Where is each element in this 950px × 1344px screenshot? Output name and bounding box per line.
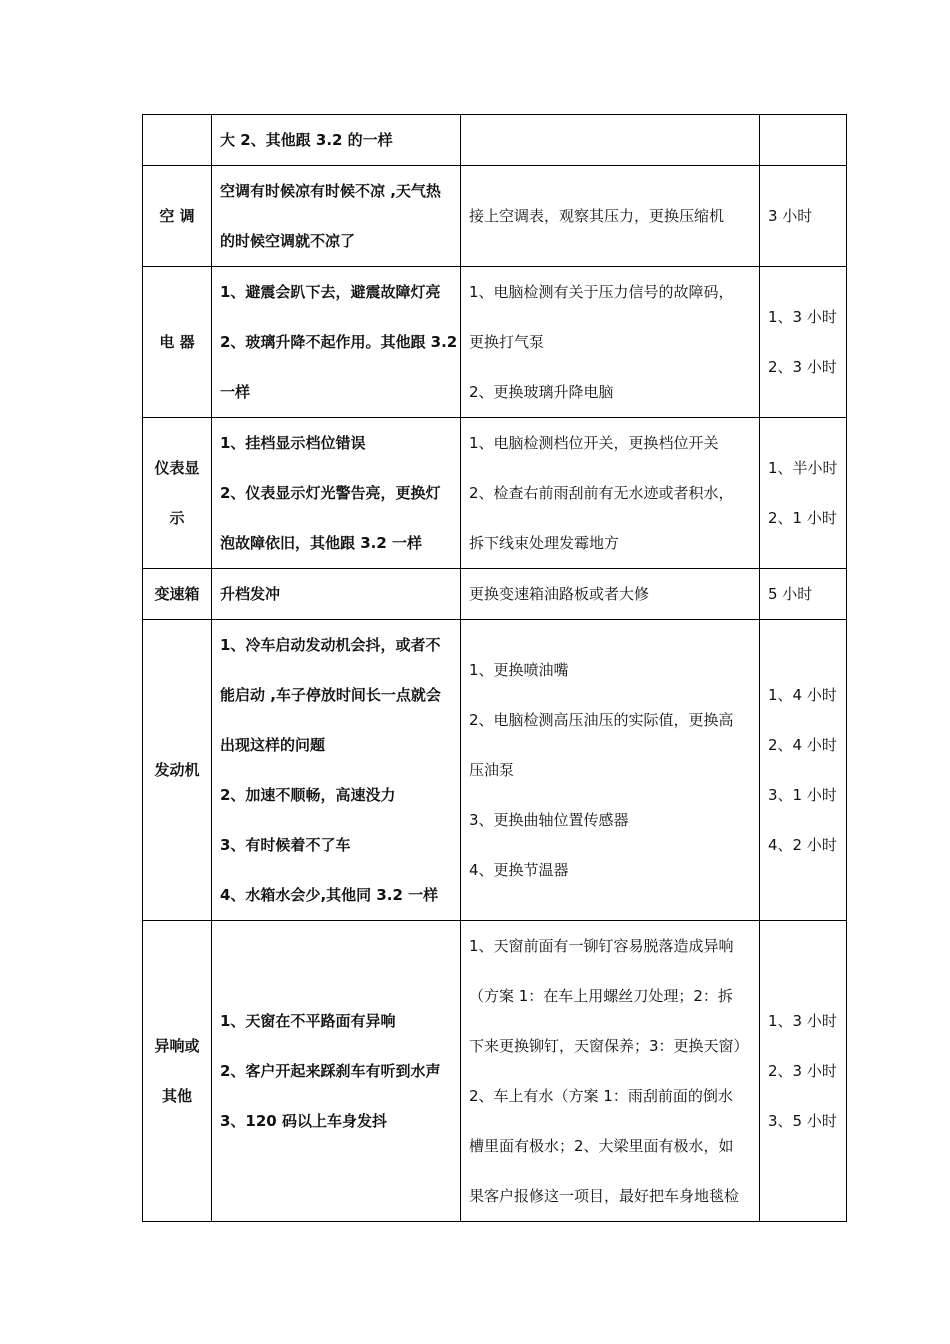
fix-line: 2、电脑检测高压油压的实际值，更换高 [469, 711, 734, 729]
fix-line: 1、更换喷油嘴 [469, 661, 569, 679]
time-line: 3 小时 [768, 207, 813, 225]
time-line: 3、5 小时 [768, 1112, 837, 1130]
table-row [143, 921, 847, 1222]
fix-line: 压油泵 [469, 761, 515, 779]
time-line: 2、1 小时 [768, 509, 837, 527]
symptom-cell [212, 166, 461, 267]
fix-line: 槽里面有极水；2、大梁里面有极水，如 [469, 1137, 734, 1155]
fix-line: 2、更换玻璃升降电脑 [469, 383, 614, 401]
fix-line: 1、电脑检测有关于压力信号的故障码， [469, 283, 734, 301]
category-line: 变速箱 [154, 585, 200, 603]
fix-cell [461, 267, 760, 418]
time-cell [760, 620, 847, 921]
category-line: 发动机 [154, 761, 200, 779]
fix-cell [461, 569, 760, 620]
fix-line: 更换打气泵 [469, 333, 545, 351]
fix-line: 接上空调表，观察其压力，更换压缩机 [469, 207, 725, 225]
symptom-cell [212, 418, 461, 569]
category-line: 仪表显 [154, 459, 200, 477]
symptom-line: 1、天窗在不平路面有异响 [220, 1012, 396, 1030]
symptom-line: 空调有时候凉有时候不凉 ,天气热 [220, 182, 441, 200]
category-cell [143, 620, 212, 921]
fix-line: 1、天窗前面有一铆钉容易脱落造成异响 [469, 937, 734, 955]
symptom-line: 泡故障依旧，其他跟 3.2 一样 [220, 534, 423, 552]
fix-line: 更换变速箱油路板或者大修 [469, 585, 650, 603]
symptom-line: 的时候空调就不凉了 [220, 232, 356, 250]
time-line: 2、4 小时 [768, 736, 837, 754]
table-row [143, 620, 847, 921]
time-cell [760, 569, 847, 620]
fix-cell [461, 115, 760, 166]
symptom-line: 能启动 ,车子停放时间长一点就会 [220, 686, 441, 704]
category-cell [143, 115, 212, 166]
time-cell [760, 418, 847, 569]
fix-line: 3、更换曲轴位置传感器 [469, 811, 629, 829]
category-line: 异响或 [154, 1037, 200, 1055]
symptom-line: 大 2、其他跟 3.2 的一样 [220, 131, 393, 149]
symptom-cell [212, 267, 461, 418]
time-line: 1、3 小时 [768, 308, 837, 326]
category-cell [143, 569, 212, 620]
fix-line: 下来更换铆钉，天窗保养；3：更换天窗） [469, 1037, 749, 1055]
category-line: 空 调 [159, 207, 195, 225]
time-cell [760, 166, 847, 267]
time-line: 1、4 小时 [768, 686, 837, 704]
time-line: 1、3 小时 [768, 1012, 837, 1030]
symptom-cell [212, 921, 461, 1222]
symptom-line: 升档发冲 [220, 585, 281, 603]
symptom-line: 1、避震会趴下去，避震故障灯亮 [220, 283, 441, 301]
category-line: 示 [169, 509, 185, 527]
category-line: 电 器 [159, 333, 195, 351]
symptom-line: 2、仪表显示灯光警告亮，更换灯 [220, 484, 441, 502]
repair-table [142, 114, 847, 1222]
fix-line: 果客户报修这一项目，最好把车身地毯检 [469, 1187, 740, 1205]
fix-cell [461, 620, 760, 921]
table-row [143, 115, 847, 166]
category-cell [143, 921, 212, 1222]
fix-cell [461, 418, 760, 569]
fix-line: 拆下线束处理发霉地方 [469, 534, 620, 552]
category-cell [143, 418, 212, 569]
fix-line: 1、电脑检测档位开关，更换档位开关 [469, 434, 719, 452]
time-line: 3、1 小时 [768, 786, 837, 804]
symptom-line: 4、水箱水会少,其他同 3.2 一样 [220, 886, 439, 904]
symptom-line: 1、冷车启动发动机会抖，或者不 [220, 636, 441, 654]
symptom-cell [212, 569, 461, 620]
category-cell [143, 166, 212, 267]
time-cell [760, 115, 847, 166]
time-line: 2、3 小时 [768, 358, 837, 376]
table-row [143, 418, 847, 569]
symptom-line: 2、客户开起来踩刹车有听到水声 [220, 1062, 441, 1080]
time-line: 1、半小时 [768, 459, 838, 477]
category-cell [143, 267, 212, 418]
fix-line: 4、更换节温器 [469, 861, 569, 879]
symptom-line: 1、挂档显示档位错误 [220, 434, 366, 452]
table-row [143, 569, 847, 620]
category-line: 其他 [161, 1087, 192, 1105]
time-line: 5 小时 [768, 585, 813, 603]
symptom-line: 出现这样的问题 [220, 736, 326, 754]
fix-cell [461, 166, 760, 267]
symptom-line: 一样 [220, 383, 251, 401]
time-cell [760, 267, 847, 418]
symptom-line: 3、120 码以上车身发抖 [220, 1112, 387, 1130]
symptom-cell [212, 115, 461, 166]
symptom-line: 3、有时候着不了车 [220, 836, 351, 854]
symptom-line: 2、玻璃升降不起作用。其他跟 3.2 [220, 333, 458, 351]
time-line: 2、3 小时 [768, 1062, 837, 1080]
repair-table-body [143, 115, 847, 1222]
symptom-line: 2、加速不顺畅，高速没力 [220, 786, 396, 804]
fix-line: 2、检查右前雨刮前有无水迹或者积水， [469, 484, 734, 502]
table-row [143, 267, 847, 418]
symptom-cell [212, 620, 461, 921]
time-line: 4、2 小时 [768, 836, 837, 854]
time-cell [760, 921, 847, 1222]
fix-cell [461, 921, 760, 1222]
table-row [143, 166, 847, 267]
fix-line: （方案 1：在车上用螺丝刀处理；2：拆 [469, 987, 733, 1005]
fix-line: 2、车上有水（方案 1：雨刮前面的倒水 [469, 1087, 733, 1105]
